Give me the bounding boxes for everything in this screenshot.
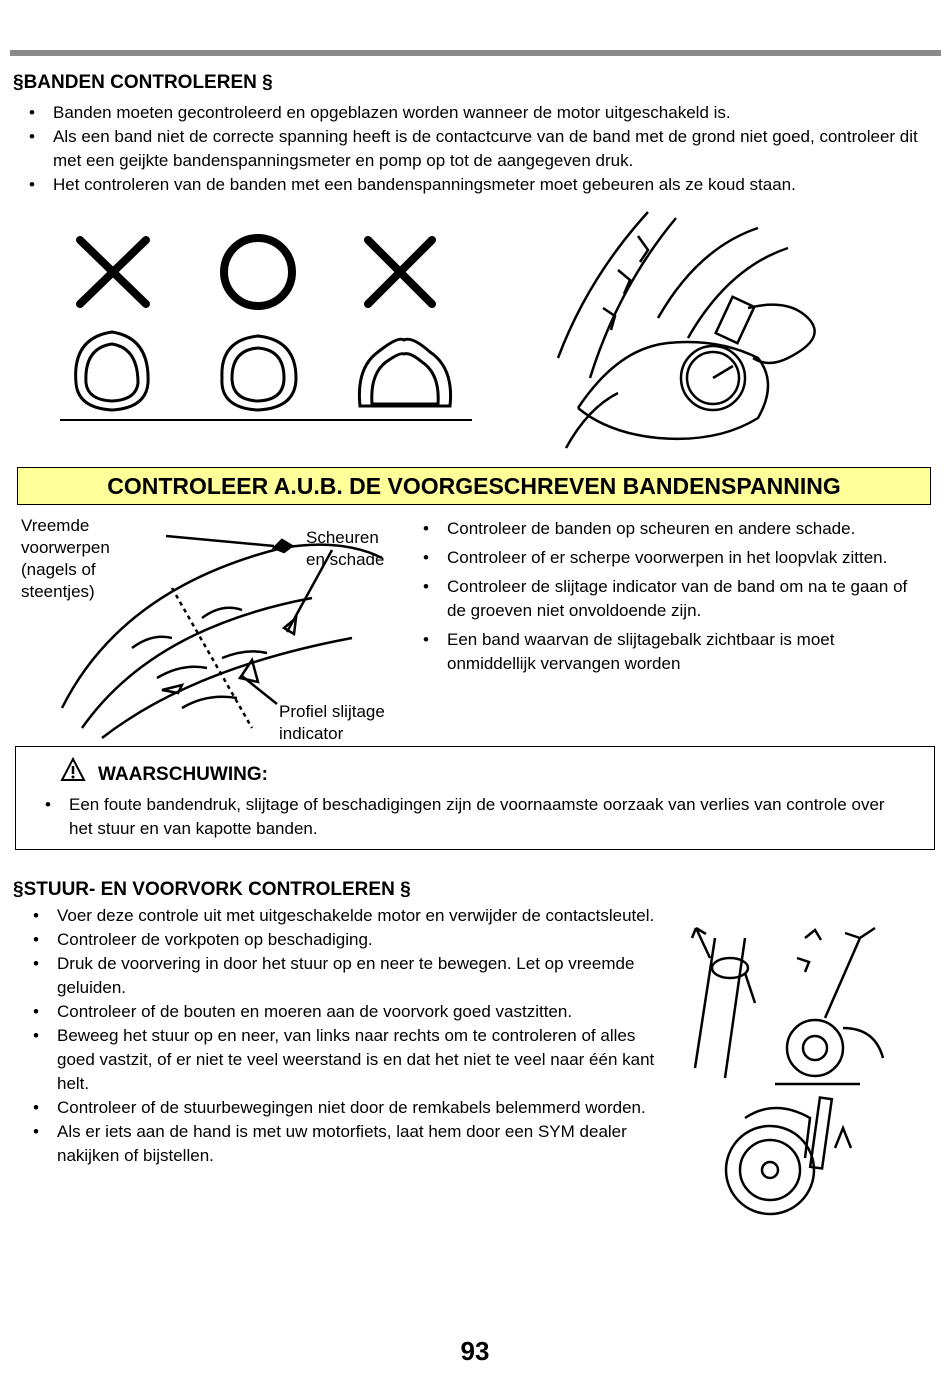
list-item: • Controleer de banden op scheuren en andere schade. (421, 517, 926, 541)
bolt-icon (797, 930, 821, 972)
correct-circle-icon (224, 238, 292, 306)
section-title-tires: §BANDEN CONTROLEREN § (13, 72, 273, 93)
nail-icon (274, 540, 292, 552)
warning-triangle-icon (60, 757, 86, 783)
list-item: • Als er iets aan de hand is met uw motorfiets, laat hem door een SYM dealer nakijken of bijstellen. (31, 1120, 656, 1168)
inspection-bullet-list (421, 517, 926, 676)
list-item: • Controleer of er scherpe voorwerpen in het loopvlak zitten. (421, 546, 926, 570)
list-item: • Controleer de vorkpoten op beschadiging. (31, 928, 656, 952)
tire-inflation-illustration (60, 228, 480, 428)
pressure-gauge-illustration (548, 208, 848, 453)
label-wear-indicator: Profiel slijtage indicator (279, 702, 385, 743)
list-item: • Banden moeten gecontroleerd en opgeblazen worden wanneer de motor uitgeschakeld is. (27, 101, 927, 125)
steering-bullet-list (31, 904, 656, 1168)
list-item: • Een foute bandendruk, slijtage of beschadigingen zijn de voornaamste oorzaak van verlies van controle over het stuur en van kapotte banden. (43, 793, 903, 841)
list-item: • Als een band niet de correcte spanning heeft is de contactcurve van de band met de grond niet goed, controleer dit met een geijkte bandenspanningsmeter en pomp op tot de aangegeven druk. (27, 125, 927, 173)
arrow-icon (835, 1128, 851, 1148)
label-foreign-objects: Vreemde voorwerpen (nagels of steentjes) (21, 516, 110, 601)
arrow-icon (692, 928, 710, 958)
list-item: • Beweeg het stuur op en neer, van links naar rechts om te controleren of alles goed vastzit, of er niet te veel weerstand is en dat het niet te veel naar één kant helt. (31, 1024, 656, 1096)
list-item: • Voer deze controle uit met uitgeschakelde motor en verwijder de contactsleutel. (31, 904, 656, 928)
list-item: • Controleer of de bouten en moeren aan de voorvork goed vastzitten. (31, 1000, 656, 1024)
list-item: • Het controleren van de banden met een bandenspanningsmeter moet gebeuren als ze koud staan. (27, 173, 927, 197)
label-cracks-damage: Scheuren en schade (306, 528, 385, 569)
list-item: • Druk de voorvering in door het stuur op en neer te bewegen. Let op vreemde geluiden. (31, 952, 656, 1000)
tire-pressure-banner: CONTROLEER A.U.B. DE VOORGESCHREVEN BANDENSPANNING (17, 467, 931, 505)
warning-bullet-list (43, 793, 903, 841)
warning-title: WAARSCHUWING: (98, 764, 268, 785)
list-item: • Een band waarvan de slijtagebalk zichtbaar is moet onmiddellijk vervangen worden (421, 628, 926, 676)
fork-inspection-illustration (685, 918, 890, 1228)
page-number: 93 (460, 1336, 490, 1366)
list-item: • Controleer de slijtage indicator van de band om na te gaan of de groeven niet onvoldoende zijn. (421, 575, 926, 623)
scooter-front-wheel-icon (787, 1020, 843, 1076)
section-title-steering: §STUUR- EN VOORVORK CONTROLEREN § (13, 879, 411, 900)
top-rule (10, 50, 941, 56)
tires-bullet-list (27, 101, 927, 197)
list-item: • Controleer of de stuurbewegingen niet door de remkabels belemmerd worden. (31, 1096, 656, 1120)
